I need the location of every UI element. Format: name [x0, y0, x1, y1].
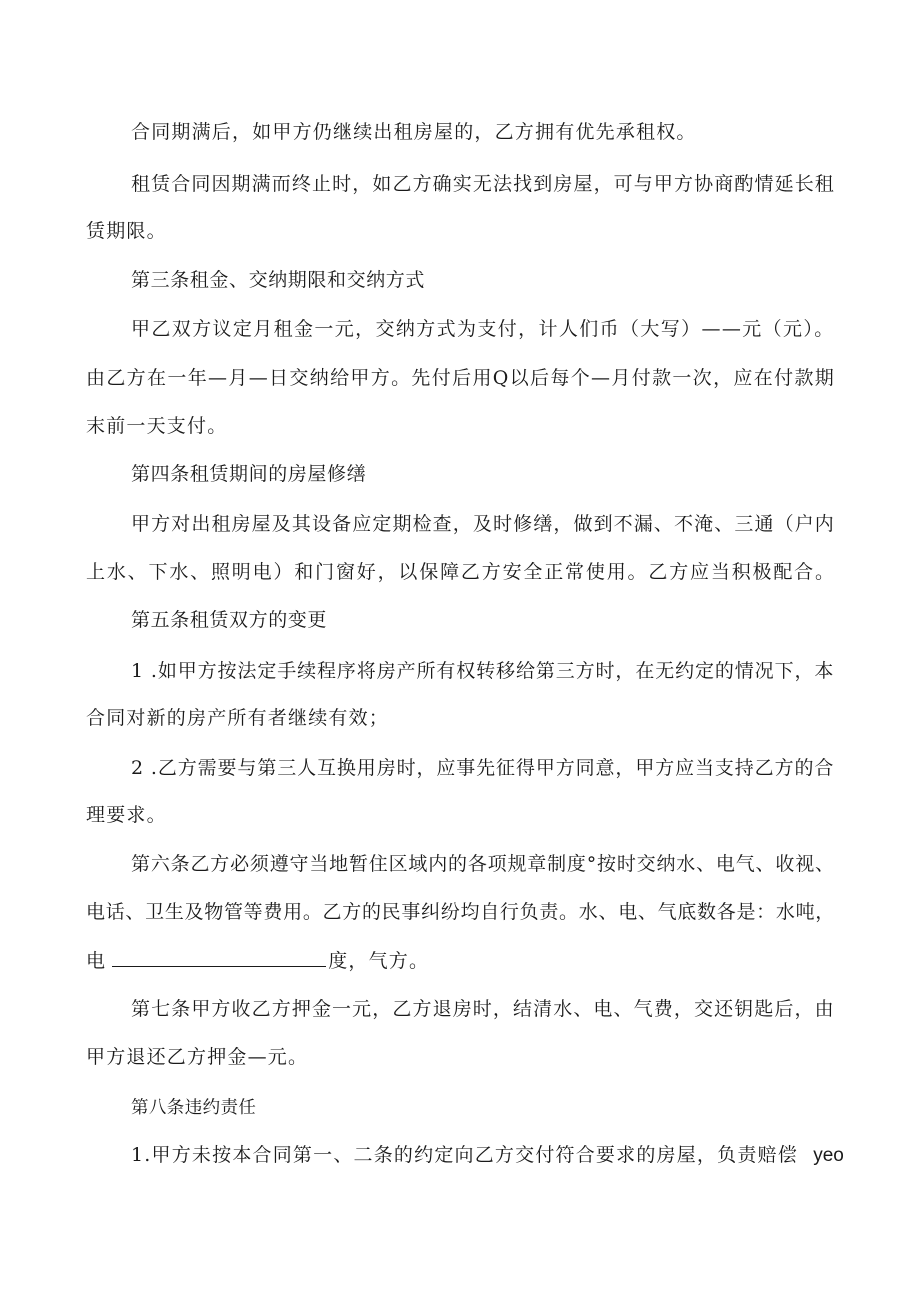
paragraph-lease-extension-line1: 租赁合同因期满而终止时，如乙方确实无法找到房屋，可与甲方协商酌情延长租 [131, 173, 835, 195]
heading-article-3: 第三条租金、交纳期限和交纳方式 [131, 269, 426, 291]
electricity-reading-blank [112, 948, 326, 967]
paragraph-rent-line2: 由乙方在一年—月—日交纳给甲方。先付后用Q以后每个—月付款一次，应在付款期 [86, 367, 836, 389]
paragraph-repairs-line1: 甲方对出租房屋及其设备应定期检查，及时修缮，做到不漏、不淹、三通（户内 [131, 513, 835, 535]
paragraph-article-6-line1: 第六条乙方必须遵守当地暂住区域内的各项规章制度°按时交纳水、电气、收视、 [131, 853, 835, 875]
paragraph-rent-line3: 末前一天支付。 [86, 415, 228, 437]
paragraph-breach-line1 [131, 1143, 844, 1168]
paragraph-article-6-line2: 电话、卫生及物管等费用。乙方的民事纠纷均自行负责。水、电、气底数各是：水吨， [86, 901, 836, 923]
paragraph-deposit-line2: 甲方退还乙方押金—元。 [86, 1046, 309, 1068]
electricity-label: 电 [86, 950, 107, 972]
paragraph-article-6-line3 [86, 948, 429, 973]
paragraph-deposit-line1: 第七条甲方收乙方押金一元，乙方退房时，结清水、电、气费，交还钥匙后，由 [131, 998, 835, 1020]
paragraph-repairs-line2: 上水、下水、照明电）和门窗好，以保障乙方安全正常使用。乙方应当积极配合。 [86, 561, 836, 583]
heading-article-5: 第五条租赁双方的变更 [131, 609, 328, 631]
heading-article-4: 第四条租赁期间的房屋修缮 [131, 463, 367, 485]
paragraph-rent-line1: 甲乙双方议定月租金一元，交纳方式为支付，计人们币（大写）——元（元）。 [131, 318, 835, 340]
breach-tail-text: yeo [813, 1145, 844, 1166]
paragraph-transfer-line2: 合同对新的房产所有者继续有效； [86, 707, 390, 729]
heading-article-8: 第八条违约责任 [131, 1098, 257, 1118]
electricity-unit-text: 度，气方。 [328, 950, 430, 972]
paragraph-lease-extension-line2: 赁期限。 [86, 220, 167, 242]
breach-text: 1.甲方未按本合同第一、二条的约定向乙方交付符合要求的房屋，负责赔偿 [131, 1144, 798, 1166]
paragraph-renewal-priority: 合同期满后，如甲方仍继续出租房屋的，乙方拥有优先承租权。 [131, 121, 697, 143]
paragraph-exchange-line1: 2 .乙方需要与第三人互换用房时，应事先征得甲方同意，甲方应当支持乙方的合 [131, 757, 835, 779]
paragraph-transfer-line1: 1 .如甲方按法定手续程序将房产所有权转移给第三方时，在无约定的情况下，本 [131, 660, 835, 682]
paragraph-exchange-line2: 理要求。 [86, 804, 167, 826]
